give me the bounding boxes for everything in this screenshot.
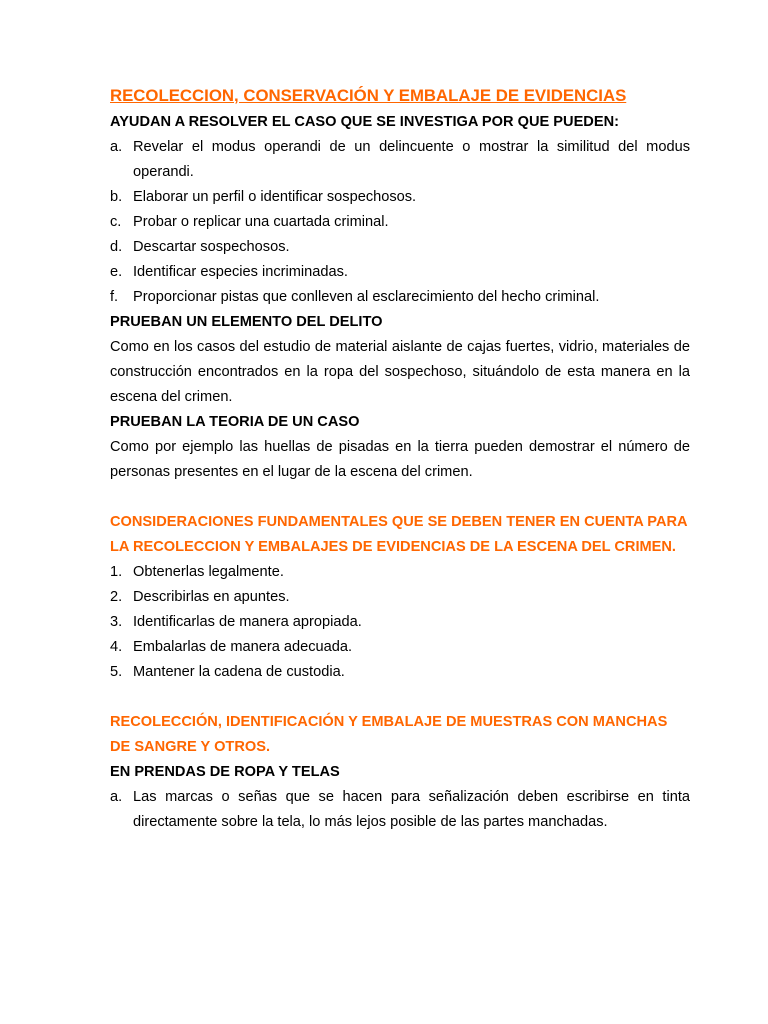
list-marker: a. (110, 139, 123, 155)
list-item-text: Elaborar un perfil o identificar sospechosos. (133, 189, 417, 205)
section5-heading: RECOLECCIÓN, IDENTIFICACIÓN Y EMBALAJE DE MUESTRAS CON MANCHAS DE SANGRE Y OTROS. (110, 714, 668, 755)
section2-heading: PRUEBAN UN ELEMENTO DEL DELITO (110, 314, 383, 330)
list-item (110, 785, 690, 835)
list-marker: c. (110, 214, 122, 230)
list-item (110, 585, 690, 610)
section3-heading: PRUEBAN LA TEORIA DE UN CASO (110, 414, 360, 430)
section1-heading: AYUDAN A RESOLVER EL CASO QUE SE INVESTIGA POR QUE PUEDEN: (110, 114, 619, 130)
list-marker: 4. (110, 639, 123, 655)
list-marker: 5. (110, 664, 123, 680)
list-item (110, 260, 690, 285)
list-marker: a. (110, 789, 123, 805)
list-marker: e. (110, 264, 123, 280)
section4-heading: CONSIDERACIONES FUNDAMENTALES QUE SE DEBEN TENER EN CUENTA PARA LA RECOLECCION Y EMBALAJES DE EVIDENCIAS DE LA ESCENA DEL CRIMEN. (110, 514, 688, 555)
list-item-text: Descartar sospechosos. (133, 239, 290, 255)
spacer (110, 485, 690, 510)
list-item (110, 635, 690, 660)
list-item-text: Identificarlas de manera apropiada. (133, 614, 362, 630)
list-item-text: Las marcas o señas que se hacen para señalización deben escribirse en tinta directamente sobre la tela, lo más lejos posible de las partes manchadas. (133, 789, 690, 830)
list-marker: 1. (110, 564, 123, 580)
list-marker: f. (110, 289, 119, 305)
section5-list (110, 785, 690, 835)
spacer (110, 685, 690, 710)
section2-paragraph: Como en los casos del estudio de material aislante de cajas fuertes, vidrio, materiales de construcción encontrados en la ropa del sospechoso, situándolo de esta manera en la escena del crimen. (110, 339, 690, 405)
list-item (110, 560, 690, 585)
list-marker: 3. (110, 614, 123, 630)
list-item (110, 185, 690, 210)
section5-subheading: EN PRENDAS DE ROPA Y TELAS (110, 764, 340, 780)
list-item-text: Mantener la cadena de custodia. (133, 664, 345, 680)
list-item (110, 135, 690, 185)
list-item (110, 235, 690, 260)
list-item-text: Revelar el modus operandi de un delincuente o mostrar la similitud del modus operandi. (133, 139, 690, 180)
list-item-text: Identificar especies incriminadas. (133, 264, 348, 280)
list-item (110, 285, 690, 310)
section3-paragraph: Como por ejemplo las huellas de pisadas en la tierra pueden demostrar el número de personas presentes en el lugar de la escena del crimen. (110, 439, 690, 480)
list-item-text: Proporcionar pistas que conlleven al esclarecimiento del hecho criminal. (133, 289, 600, 305)
list-item (110, 610, 690, 635)
list-item (110, 660, 690, 685)
list-marker: 2. (110, 589, 123, 605)
list-item-text: Probar o replicar una cuartada criminal. (133, 214, 389, 230)
section1-list (110, 135, 690, 310)
list-item-text: Describirlas en apuntes. (133, 589, 290, 605)
document-content (110, 82, 690, 835)
list-marker: d. (110, 239, 123, 255)
list-item-text: Obtenerlas legalmente. (133, 564, 284, 580)
section4-list (110, 560, 690, 685)
list-marker: b. (110, 189, 123, 205)
list-item-text: Embalarlas de manera adecuada. (133, 639, 353, 655)
document-title: RECOLECCION, CONSERVACIÓN Y EMBALAJE DE EVIDENCIAS (110, 86, 627, 105)
list-item (110, 210, 690, 235)
